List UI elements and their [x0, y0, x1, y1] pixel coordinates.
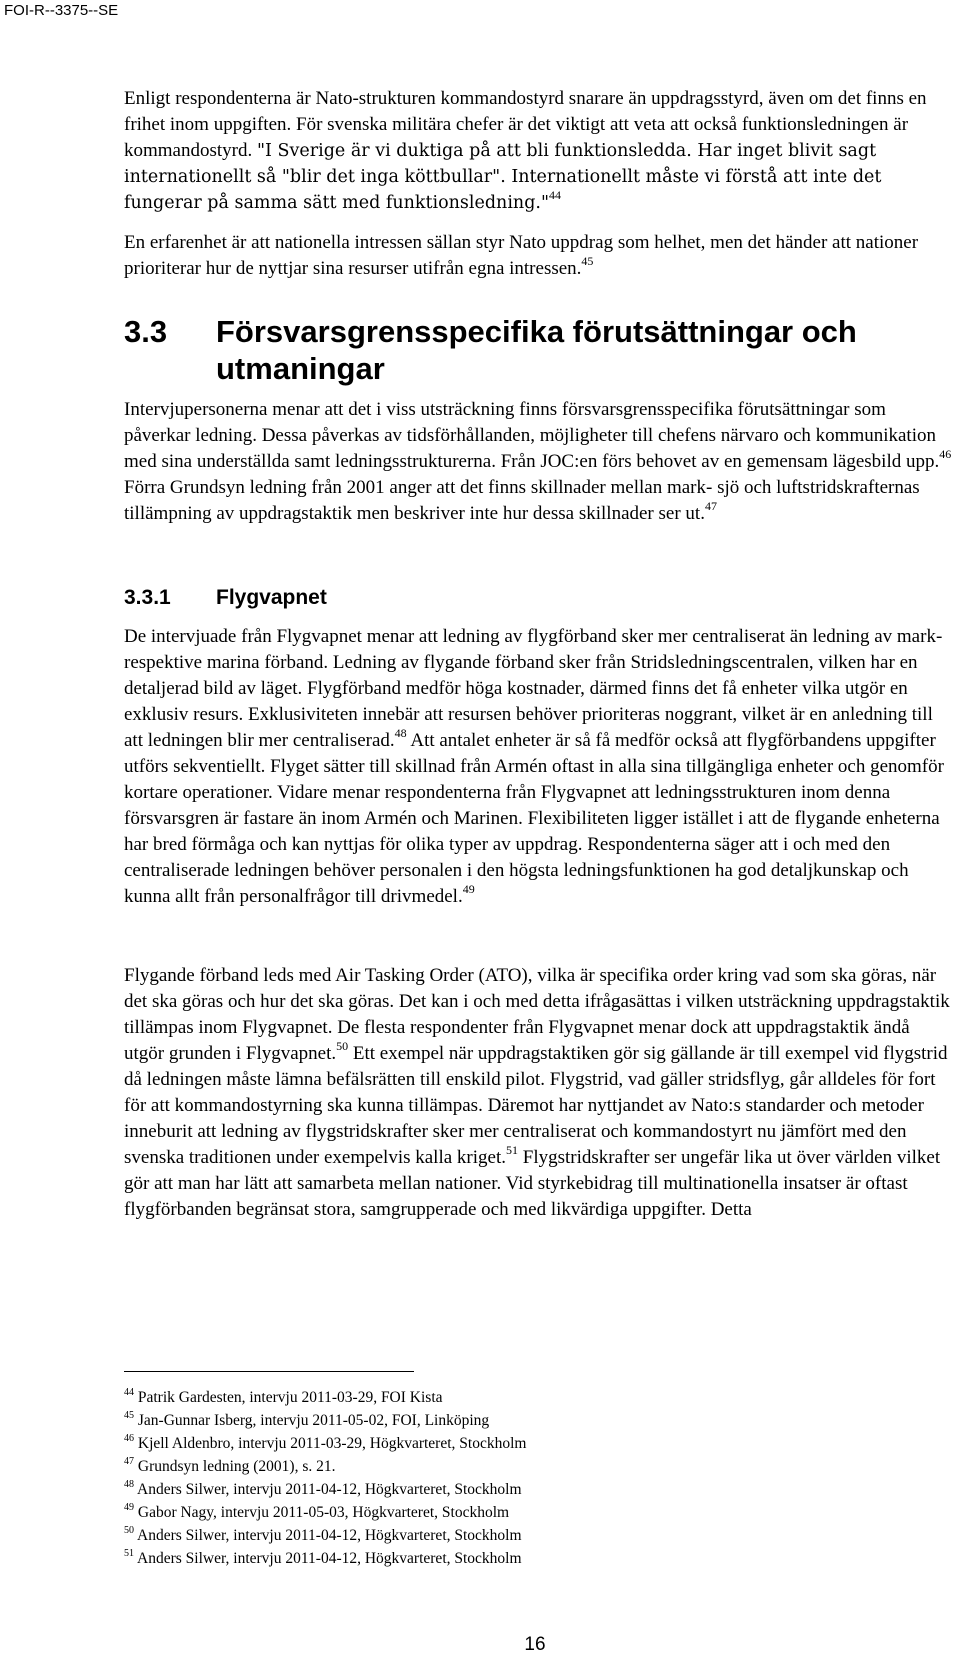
paragraph-text: Enligt respondenterna är Nato-strukturen kommandostyrd snarare än uppdragsstyrd, även om det finns en frihet inom uppgiften. För svenska militära chefer är det viktigt att veta att också funktionsledningen är kommandostyrd.: [124, 88, 927, 161]
subsection-heading: [124, 585, 327, 611]
footnote-text: Anders Silwer, intervju 2011-04-12, Högkvarteret, Stockholm: [137, 1527, 522, 1544]
footnote: [124, 1478, 924, 1501]
paragraph-text: De intervjuade från Flygvapnet menar att ledning av flygförband sker mer centraliserat än ledning av mark- respektive marina förband. Ledning av flygande förband sker från Stridsledningscentralen, vilken har en detaljerad bild av läget. Flygförband medför höga kostnader, därmed finns det få enheter vilka utgör en exklusiv resurs. Exklusiviteten innebär att resursen behöver prioriteras noggrant, vilket är en anledning till att ledningen blir mer centraliserad.: [124, 626, 943, 751]
paragraph-air-force-leadership: [124, 624, 954, 910]
paragraph-text: Ett exempel när uppdragstaktiken gör sig gällande är till exempel vid flygstrid då ledningen måste lämna befälsrätten till enskild pilot. Flygstrid, vad gäller stridsflyg, går alldeles för fort för att kommandostyrning ska kunna tillämpas. Däremot har nyttjandet av Nato:s standarder och metoder inneburit att ledning av flygstridskrafter sker mer centraliserat och kommandostyrt nu jämfört med den svenska traditionen under exempelvis kalla kriget.: [124, 1043, 948, 1168]
paragraph-nato-structure: [124, 86, 954, 216]
footnote-ref: 51: [506, 1142, 518, 1157]
subsection-number: 3.3.1: [124, 586, 171, 609]
footnote-number: 51: [124, 1547, 134, 1559]
footnote-ref: 50: [336, 1038, 349, 1053]
footnote: [124, 1501, 924, 1524]
footnote: [124, 1409, 924, 1432]
paragraph-text: Att antalet enheter är så få medför också att flygförbandens uppgifter utförs sekventiellt. Flyget sätter till skillnad från Armén oftast in alla sina tillgängliga enheter och genomför kortare operationer. Vidare menar respondenterna från Flygvapnet att ledningsstrukturen inom denna försvarsgren är fastare än inom Armén och Marinen. Flexibiliteten ligger istället i att de flygande enheterna har bred förmåga och kan nyttjas för olika typer av uppdrag. Respondenterna säger att i och med den centraliserade ledningen behöver personalen i den högsta ledningsfunktionen ha god detaljkunskap och kunna allt från personalfrågor till drivmedel.: [124, 730, 944, 907]
footnote-text: Gabor Nagy, intervju 2011-05-03, Högkvarteret, Stockholm: [137, 1504, 510, 1521]
section-number: 3.3: [124, 314, 168, 349]
footnote-number: 46: [124, 1432, 134, 1444]
interview-quote: "I Sverige är vi duktiga på att bli funktionsledda. Har inget blivit sagt internationellt så "blir det inga köttbullar". Internationellt måste vi förstå att inte det fungerar på samma sätt med funktionsledning.": [124, 141, 882, 213]
footnote-text: Kjell Aldenbro, intervju 2011-03-29, Högkvarteret, Stockholm: [137, 1435, 527, 1452]
paragraph-branch-conditions: [124, 397, 954, 527]
footnote-ref: 45: [581, 253, 594, 268]
footnote: [124, 1524, 924, 1547]
footnote: [124, 1386, 924, 1409]
footnote-number: 49: [124, 1501, 134, 1513]
footnote: [124, 1547, 924, 1570]
footnote: [124, 1432, 924, 1455]
paragraph-text: Flygstridskrafter ser ungefär lika ut över världen vilket gör att man har lätt att samarbeta mellan nationer. Vid styrkebidrag till multinationella insatser är oftast flygförbanden begränsat stora, samgrupperade och med likvärdiga uppgifter. Detta: [124, 1147, 941, 1220]
paragraph-national-interests: [124, 230, 954, 282]
footnote-list: [124, 1386, 924, 1570]
footnote-ref: 49: [462, 881, 475, 896]
paragraph-text: En erfarenhet är att nationella intressen sällan styr Nato uppdrag som helhet, men det händer att nationer prioriterar hur de nyttjar sina resurser utifrån egna intressen.: [124, 232, 919, 279]
paragraph-air-tasking-order: [124, 963, 954, 1223]
document-id: FOI-R--3375--SE: [4, 2, 119, 19]
footnote-number: 50: [124, 1524, 134, 1536]
footnote-ref: 46: [939, 446, 952, 461]
footnote-ref: 48: [394, 725, 407, 740]
footnote: [124, 1455, 924, 1478]
subsection-title: Flygvapnet: [216, 586, 327, 609]
footnote-text: Jan-Gunnar Isberg, intervju 2011-05-02, FOI, Linköping: [137, 1412, 490, 1429]
footnote-number: 44: [124, 1386, 134, 1398]
footnote-number: 45: [124, 1409, 134, 1421]
footnote-number: 47: [124, 1455, 134, 1467]
footnote-text: Patrik Gardesten, intervju 2011-03-29, FOI Kista: [137, 1389, 443, 1406]
footnote-text: Anders Silwer, intervju 2011-04-12, Högkvarteret, Stockholm: [137, 1481, 522, 1498]
paragraph-text: Intervjupersonerna menar att det i viss utsträckning finns försvarsgrensspecifika förutsättningar som påverkar ledning. Dessa påverkas av tidsförhållanden, möjligheter till chefens närvaro och kommunikation med sina underställda samt ledningsstrukturerna. Från JOC:en förs behovet av en gemensam lägesbild upp.: [124, 399, 940, 472]
page-number: 16: [524, 1634, 546, 1655]
section-heading: [124, 313, 916, 387]
paragraph-text: Förra Grundsyn ledning från 2001 anger att det finns skillnader mellan mark- sjö och luftstridskrafternas tillämpning av uppdragstaktik men beskriver inte hur dessa skillnader ser ut.: [124, 477, 920, 524]
footnote-separator: [124, 1371, 414, 1372]
section-title: Försvarsgrensspecifika förutsättningar och utmaningar: [216, 314, 857, 386]
footnote-ref: 47: [704, 498, 717, 513]
paragraph-text: Flygande förband leds med Air Tasking Order (ATO), vilka är specifika order kring vad som ska göras, när det ska göras och hur det ska göras. Det kan i och med detta ifrågasättas i vilken utsträckning uppdragstaktik tillämpas inom Flygvapnet. De flesta respondenter från Flygvapnet menar dock att uppdragstaktik ändå utgör grunden i Flygvapnet.: [124, 965, 950, 1064]
footnote-text: Anders Silwer, intervju 2011-04-12, Högkvarteret, Stockholm: [137, 1550, 522, 1567]
footnote-ref: 44: [549, 187, 562, 202]
footnote-text: Grundsyn ledning (2001), s. 21.: [137, 1458, 336, 1475]
footnote-number: 48: [124, 1478, 134, 1490]
